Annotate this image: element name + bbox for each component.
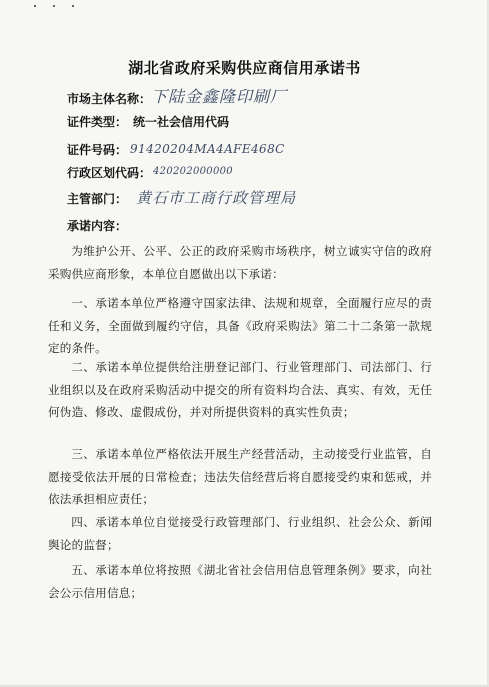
commitment-paragraph-intro: 为维护公开、公平、公正的政府采购市场秩序，树立诚实守信的政府采购供应商形象，本单位自愿做出以下承诺： bbox=[48, 244, 432, 281]
authority-value: 黄石市工商行政管理局 bbox=[136, 189, 297, 207]
commitment-content-label: 承诺内容： bbox=[67, 219, 128, 233]
market-entity-row bbox=[67, 89, 151, 109]
scan-speck bbox=[53, 5, 55, 7]
id-number-label: 证件号码： bbox=[67, 143, 128, 157]
document-title: 湖北省政府采购供应商信用承诺书 bbox=[128, 59, 361, 77]
commitment-paragraph-5: 五、承诺本单位将按照《湖北省社会信用信息管理条例》要求，向社会公示信用信息； bbox=[48, 563, 432, 600]
region-code-row bbox=[67, 163, 151, 183]
scan-speck bbox=[34, 5, 36, 7]
authority-row bbox=[67, 189, 127, 209]
scan-speck bbox=[72, 5, 74, 7]
authority-label: 主管部门： bbox=[67, 192, 128, 206]
commitment-paragraph-4: 四、承诺本单位自觉接受行政管理部门、行业组织、社会公众、新闻舆论的监督； bbox=[48, 515, 432, 552]
id-type-label: 证件类型： bbox=[67, 115, 128, 129]
region-code-value: 420202000000 bbox=[153, 166, 233, 177]
market-entity-value: 下陆金鑫隆印刷厂 bbox=[151, 87, 288, 106]
region-code-label: 行政区划代码： bbox=[67, 166, 152, 180]
id-type-row bbox=[67, 112, 229, 132]
commitment-paragraph-2: 二、承诺本单位提供给注册登记部门、行业管理部门、司法部门、行业组织以及在政府采购活动中提交的所有资料均合法、真实、有效，无任何伪造、修改、虚假成份，并对所提供资料的真实性负责； bbox=[48, 360, 432, 419]
id-number-value: 91420204MA4AFE468C bbox=[130, 142, 285, 156]
id-type-value: 统一社会信用代码 bbox=[133, 115, 230, 129]
id-number-row bbox=[67, 140, 127, 160]
commitment-paragraph-1: 一、承诺本单位严格遵守国家法律、法规和规章，全面履行应尽的责任和义务，全面做到履约守信，具备《政府采购法》第二十二条第一款规定的条件。 bbox=[48, 296, 432, 355]
scan-specks bbox=[30, 5, 90, 13]
market-entity-label: 市场主体名称： bbox=[67, 92, 152, 106]
commitment-paragraph-3: 三、承诺本单位严格依法开展生产经营活动，主动接受行业监管，自愿接受依法开展的日常检查；违法失信经营后将自愿接受约束和惩戒，并依法承担相应责任； bbox=[48, 447, 432, 506]
